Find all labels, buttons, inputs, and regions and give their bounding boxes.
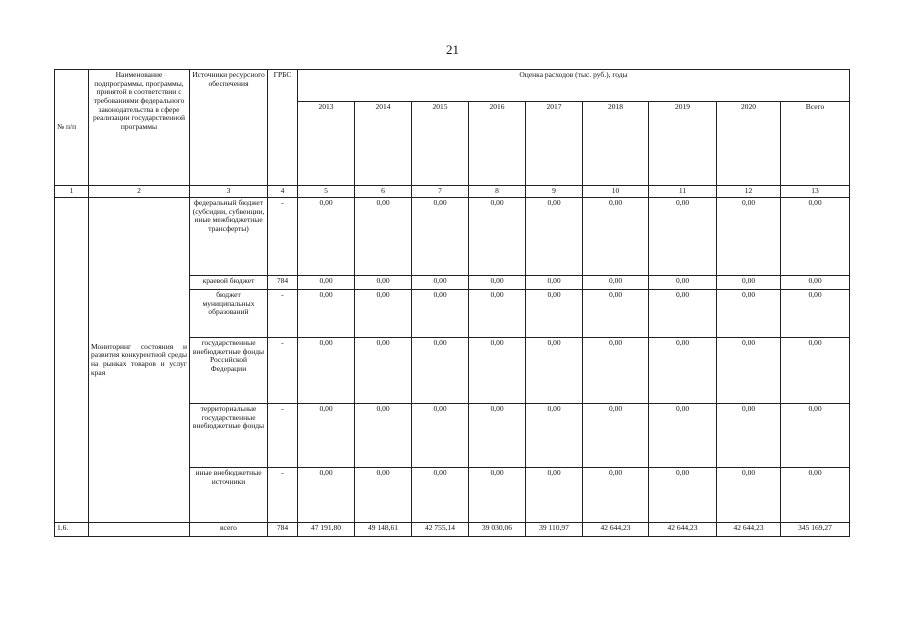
value-cell: 0,00 [717, 198, 781, 276]
value-cell: 0,00 [355, 198, 412, 276]
value-cell: 0,00 [649, 198, 717, 276]
value-cell: 0,00 [583, 198, 649, 276]
value-cell: 0,00 [412, 404, 469, 468]
column-number: 1 [55, 186, 89, 198]
program-name: Мониторинг состояния и развития конкурентной среды на рынках товаров и услуг края [91, 341, 187, 377]
total-value-cell: 345 169,27 [781, 523, 850, 537]
grbs-cell: 784 [268, 523, 298, 537]
value-cell: 0,00 [298, 338, 355, 404]
header-name: Наименование подпрограммы, программы, принятой в соответствии с требованиями федерального законодательства в сфере реализации государственной программы [89, 70, 190, 186]
source-cell: иные внебюджетные источники [190, 468, 268, 523]
grbs-cell: - [268, 404, 298, 468]
value-cell: 0,00 [526, 198, 583, 276]
value-cell: 0,00 [469, 198, 526, 276]
column-number: 5 [298, 186, 355, 198]
column-number: 12 [717, 186, 781, 198]
page-number: 21 [446, 42, 459, 57]
value-cell: 0,00 [412, 468, 469, 523]
value-cell: 0,00 [298, 468, 355, 523]
header-year: 2017 [526, 102, 583, 186]
total-value-cell: 39 030,06 [469, 523, 526, 537]
value-cell: 0,00 [717, 338, 781, 404]
value-cell: 0,00 [469, 468, 526, 523]
value-cell: 0,00 [781, 290, 850, 338]
column-number: 11 [649, 186, 717, 198]
value-cell: 0,00 [412, 338, 469, 404]
header-num: № п/п [55, 70, 89, 186]
value-cell: 0,00 [298, 276, 355, 290]
header-year: 2015 [412, 102, 469, 186]
row-num: 1.6. [55, 523, 89, 537]
column-number: 10 [583, 186, 649, 198]
source-cell: бюджет муниципальных образований [190, 290, 268, 338]
value-cell: 0,00 [355, 290, 412, 338]
value-cell: 0,00 [412, 276, 469, 290]
table-row [55, 198, 850, 276]
header-year: 2019 [649, 102, 717, 186]
value-cell: 0,00 [526, 276, 583, 290]
value-cell: 0,00 [469, 404, 526, 468]
column-number: 13 [781, 186, 850, 198]
header-source: Источники ресурсного обеспечения [190, 70, 268, 186]
row-num-empty [55, 198, 89, 523]
value-cell: 0,00 [526, 338, 583, 404]
value-cell: 0,00 [781, 198, 850, 276]
header-year: 2020 [717, 102, 781, 186]
value-cell: 0,00 [469, 290, 526, 338]
value-cell: 0,00 [298, 290, 355, 338]
grbs-cell: - [268, 198, 298, 276]
value-cell: 0,00 [781, 404, 850, 468]
total-value-cell: 42 644,23 [583, 523, 649, 537]
value-cell: 0,00 [781, 468, 850, 523]
value-cell: 0,00 [649, 290, 717, 338]
budget-table [54, 69, 850, 537]
header-year: 2014 [355, 102, 412, 186]
value-cell: 0,00 [781, 338, 850, 404]
column-number: 4 [268, 186, 298, 198]
grbs-cell: - [268, 290, 298, 338]
value-cell: 0,00 [298, 198, 355, 276]
value-cell: 0,00 [469, 276, 526, 290]
value-cell: 0,00 [717, 404, 781, 468]
value-cell: 0,00 [781, 276, 850, 290]
total-value-cell: 42 644,23 [649, 523, 717, 537]
value-cell: 0,00 [526, 404, 583, 468]
value-cell: 0,00 [583, 404, 649, 468]
value-cell: 0,00 [355, 468, 412, 523]
value-cell: 0,00 [355, 338, 412, 404]
value-cell: 0,00 [355, 276, 412, 290]
header-year: 2018 [583, 102, 649, 186]
value-cell: 0,00 [717, 468, 781, 523]
value-cell: 0,00 [412, 198, 469, 276]
value-cell: 0,00 [412, 290, 469, 338]
grbs-cell: 784 [268, 276, 298, 290]
value-cell: 0,00 [717, 290, 781, 338]
value-cell: 0,00 [649, 276, 717, 290]
value-cell: 0,00 [583, 290, 649, 338]
column-number: 6 [355, 186, 412, 198]
program-name-cell [89, 198, 190, 523]
column-number: 7 [412, 186, 469, 198]
value-cell: 0,00 [526, 468, 583, 523]
total-value-cell: 39 110,97 [526, 523, 583, 537]
header-year-total: Всего [781, 102, 850, 186]
header-year: 2013 [298, 102, 355, 186]
value-cell: 0,00 [583, 338, 649, 404]
value-cell: 0,00 [355, 404, 412, 468]
total-value-cell: 42 755,14 [412, 523, 469, 537]
value-cell: 0,00 [649, 404, 717, 468]
value-cell: 0,00 [469, 338, 526, 404]
value-cell: 0,00 [649, 468, 717, 523]
header-year: 2016 [469, 102, 526, 186]
total-value-cell: 42 644,23 [717, 523, 781, 537]
value-cell: 0,00 [717, 276, 781, 290]
value-cell: 0,00 [649, 338, 717, 404]
value-cell: 0,00 [298, 404, 355, 468]
program-name-empty [89, 523, 190, 537]
header-estimate: Оценка расходов (тыс. руб.), годы [298, 70, 850, 102]
source-cell: территориальные государственные внебюджетные фонды [190, 404, 268, 468]
value-cell: 0,00 [583, 276, 649, 290]
header-grbs: ГРБС [268, 70, 298, 186]
grbs-cell: - [268, 468, 298, 523]
value-cell: 0,00 [526, 290, 583, 338]
source-cell: краевой бюджет [190, 276, 268, 290]
source-cell: федеральный бюджет (субсидии, субвенции, иные межбюджетные трансферты) [190, 198, 268, 276]
column-number-row [55, 186, 850, 198]
source-cell: всего [190, 523, 268, 537]
column-number: 2 [89, 186, 190, 198]
header-row-1 [55, 70, 850, 102]
grbs-cell: - [268, 338, 298, 404]
total-value-cell: 47 191,80 [298, 523, 355, 537]
value-cell: 0,00 [583, 468, 649, 523]
total-row [55, 523, 850, 537]
source-cell: государственные внебюджетные фонды Российской Федерации [190, 338, 268, 404]
column-number: 9 [526, 186, 583, 198]
column-number: 3 [190, 186, 268, 198]
total-value-cell: 49 148,61 [355, 523, 412, 537]
column-number: 8 [469, 186, 526, 198]
